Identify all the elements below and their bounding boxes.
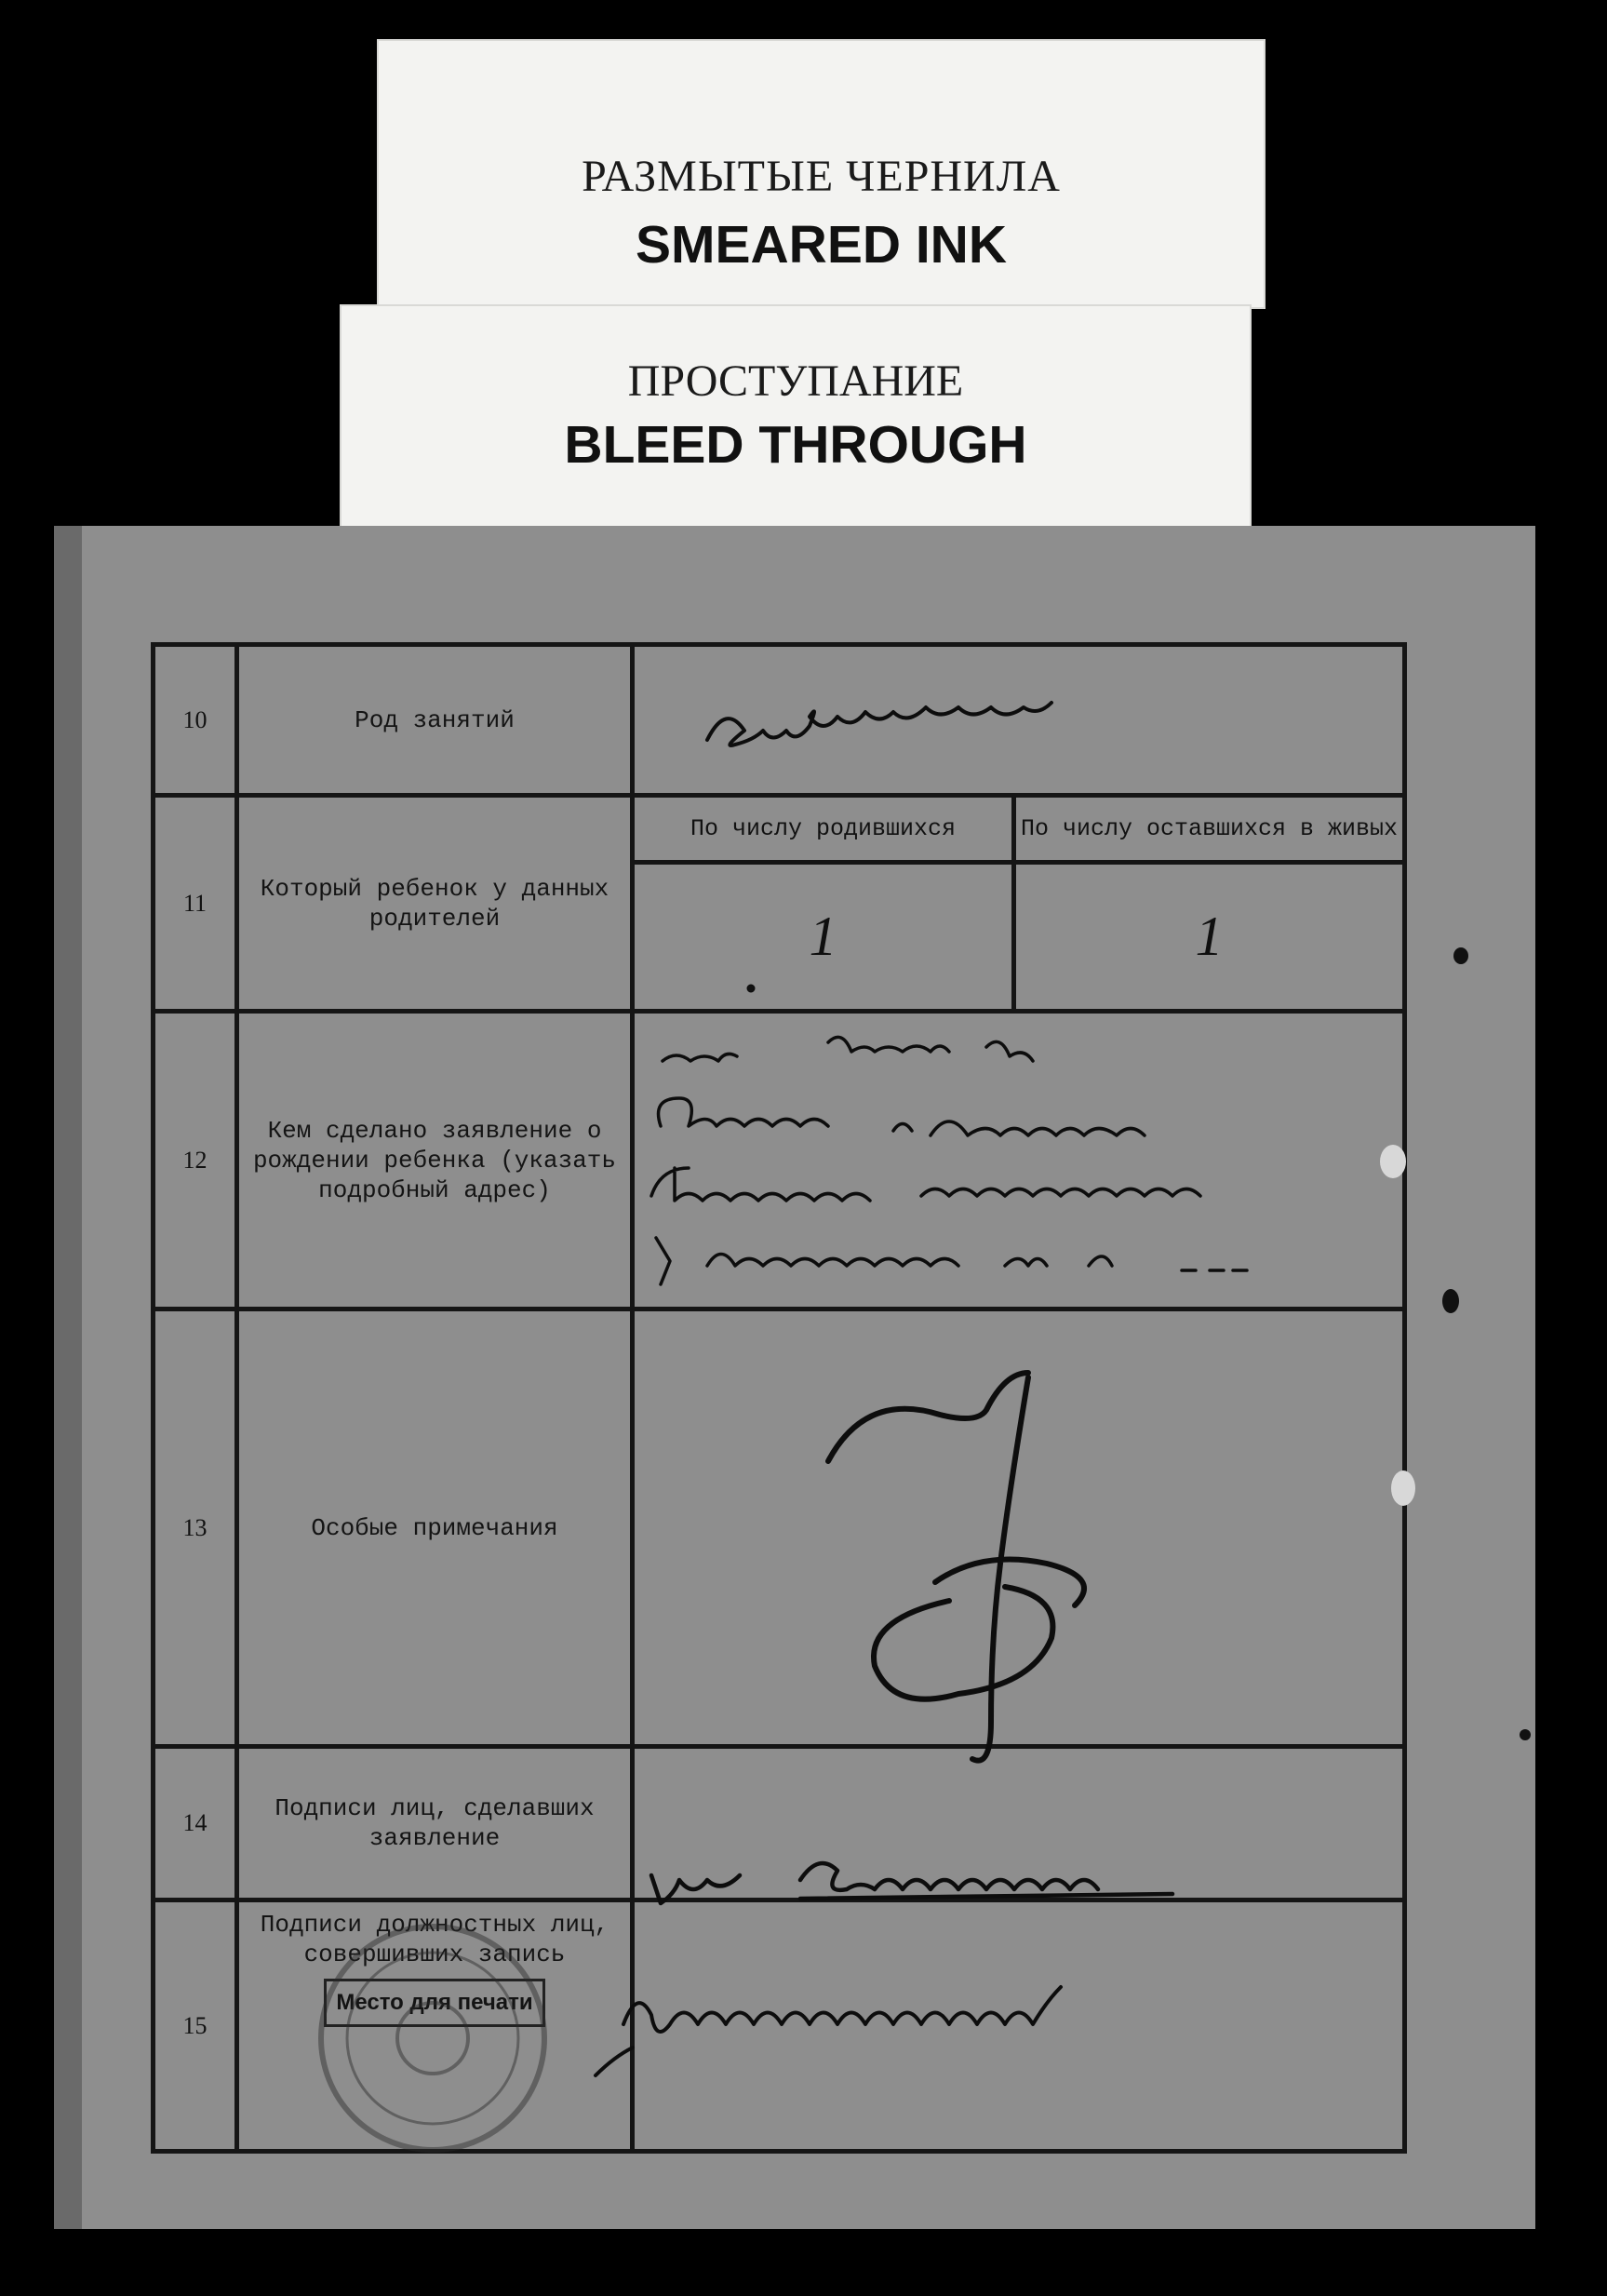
ink-dot (747, 985, 755, 992)
row-number: 15 (154, 1900, 237, 2152)
declarant-signature (651, 1863, 1172, 1903)
row-number: 12 (154, 1012, 237, 1309)
field-label: Род занятий (237, 645, 633, 796)
punch-hole (1380, 1145, 1406, 1178)
official-stamp-seal (321, 1927, 544, 2150)
sub-header-alive: По числу оставшихся в живых (1014, 796, 1405, 863)
smeared-ink-en: SMEARED INK (635, 215, 1008, 275)
value-alive: 1 (1014, 863, 1405, 1012)
bleed-through-ru: ПРОСТУПАНИЕ (627, 356, 964, 406)
row-number: 13 (154, 1309, 237, 1747)
field-label: Который ребенок у данных родителей (237, 796, 633, 1012)
official-signature (596, 1987, 1061, 2075)
stamp-placeholder: Место для печати (324, 1979, 544, 2027)
handwriting-occupation (707, 703, 1051, 745)
punch-hole (1520, 1729, 1531, 1740)
row-number: 11 (154, 796, 237, 1012)
value-born: 1 (633, 863, 1014, 1012)
handwriting-declarant-line-4 (656, 1238, 1247, 1284)
bleed-through-en: BLEED THROUGH (564, 415, 1027, 475)
punch-hole (1442, 1289, 1459, 1313)
smeared-ink-ru: РАЗМЫТЫЕ ЧЕРНИЛА (582, 152, 1061, 201)
sub-header-born: По числу родившихся (633, 796, 1014, 863)
field-label: Особые примечания (237, 1309, 633, 1747)
punch-hole (1391, 1470, 1415, 1506)
handwriting-declarant-line-2 (659, 1098, 1145, 1135)
notes-mark (828, 1373, 1084, 1761)
row-number: 10 (154, 645, 237, 796)
punch-hole (1453, 947, 1468, 964)
field-label: Подписи лиц, сделавших заявление (237, 1747, 633, 1900)
handwriting-declarant-line-1 (663, 1037, 1033, 1061)
field-label: Кем сделано заявление о рождении ребенка (указать подробный адрес) (237, 1012, 633, 1309)
field-label: Подписи должностных лиц, совершивших запись (260, 1911, 609, 1968)
handwriting-declarant-line-3 (651, 1168, 1200, 1201)
row-number: 14 (154, 1747, 237, 1900)
